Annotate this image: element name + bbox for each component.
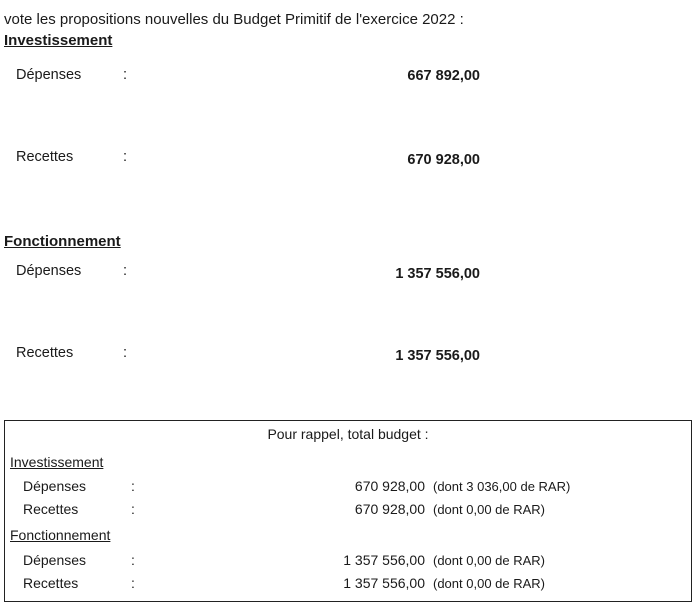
recap-inv-recettes-amount: 670 928,00 — [354, 501, 425, 517]
fonctionnement-heading: Fonctionnement — [4, 233, 121, 250]
inv-recettes-colon: : — [123, 149, 128, 165]
recap-inv-depenses-amount: 670 928,00 — [354, 478, 425, 494]
investissement-heading: Investissement — [4, 32, 113, 49]
fonc-recettes-amount: 1 357 556,00 — [395, 348, 480, 364]
recap-inv-recettes-note: (dont 0,00 de RAR) — [433, 502, 546, 517]
recap-inv-recettes-colon: : — [131, 501, 135, 517]
recap-fonc-recettes-note: (dont 0,00 de RAR) — [433, 576, 546, 591]
recap-fonc-depenses-note: (dont 0,00 de RAR) — [433, 553, 546, 568]
recap-inv-depenses-label: Dépenses — [23, 478, 87, 494]
recap-inv-recettes-label: Recettes — [23, 501, 79, 517]
recap-fonctionnement-heading: Fonctionnement — [10, 527, 111, 543]
recap-title: Pour rappel, total budget : — [267, 426, 429, 442]
recap-inv-depenses-note: (dont 3 036,00 de RAR) — [433, 479, 571, 494]
fonc-recettes-label: Recettes — [16, 345, 74, 361]
budget-recap-box — [4, 420, 692, 602]
recap-fonc-recettes-amount: 1 357 556,00 — [343, 575, 425, 591]
recap-fonc-depenses-label: Dépenses — [23, 552, 87, 568]
inv-recettes-amount: 670 928,00 — [407, 152, 480, 168]
recap-fonc-depenses-amount: 1 357 556,00 — [343, 552, 425, 568]
fonc-recettes-colon: : — [123, 345, 128, 361]
recap-fonc-recettes-colon: : — [131, 575, 135, 591]
fonc-depenses-colon: : — [123, 263, 128, 279]
inv-depenses-amount: 667 892,00 — [407, 68, 480, 84]
recap-fonc-depenses-colon: : — [131, 552, 135, 568]
recap-investissement-heading: Investissement — [10, 454, 104, 470]
inv-depenses-colon: : — [123, 67, 128, 83]
fonc-depenses-amount: 1 357 556,00 — [395, 266, 480, 282]
intro-text: vote les propositions nouvelles du Budget Primitif de l'exercice 2022 : — [4, 11, 464, 28]
recap-fonc-recettes-label: Recettes — [23, 575, 79, 591]
inv-depenses-label: Dépenses — [16, 67, 82, 83]
recap-inv-depenses-colon: : — [131, 478, 135, 494]
fonc-depenses-label: Dépenses — [16, 263, 82, 279]
inv-recettes-label: Recettes — [16, 149, 74, 165]
